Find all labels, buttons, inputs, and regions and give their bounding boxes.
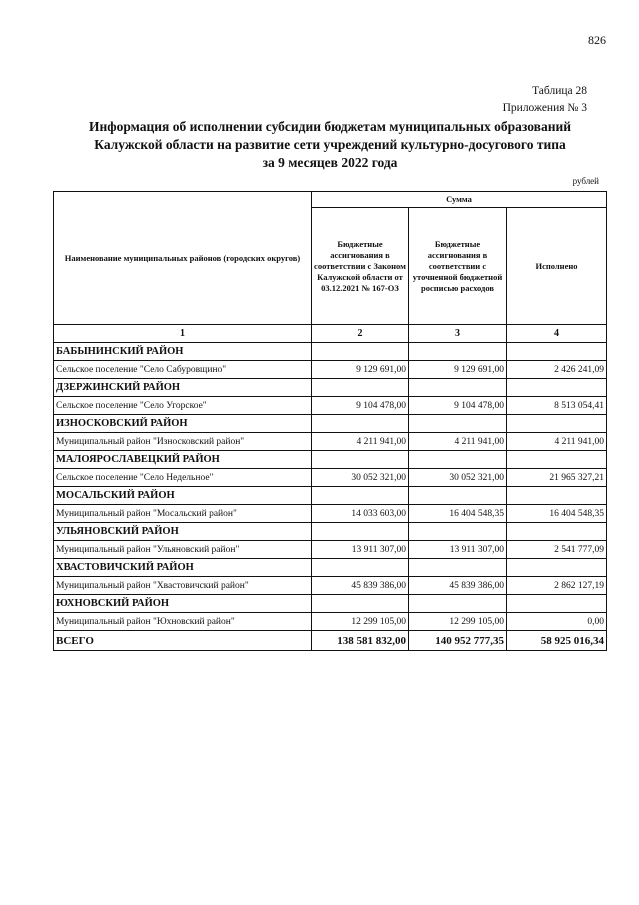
municipality-row [54, 469, 607, 487]
law-allocations-value: 30 052 321,00 [312, 469, 409, 487]
municipality-name: Сельское поселение "Село Недельное" [54, 469, 312, 487]
refined-allocations-value: 9 104 478,00 [409, 397, 507, 415]
column-number: 2 [312, 325, 409, 343]
region-name: УЛЬЯНОВСКИЙ РАЙОН [54, 523, 312, 541]
empty-cell [312, 595, 409, 613]
executed-value: 2 862 127,19 [507, 577, 607, 595]
empty-cell [409, 451, 507, 469]
region-row [54, 451, 607, 469]
refined-allocations-value: 16 404 548,35 [409, 505, 507, 523]
column-header-name: Наименование муниципальных районов (городских округов) [54, 192, 312, 325]
refined-allocations-value: 12 299 105,00 [409, 613, 507, 631]
empty-cell [312, 343, 409, 361]
region-row [54, 595, 607, 613]
column-header-refined-allocations: Бюджетные ассигнования в соответствии с уточненной бюджетной росписью расходов [409, 208, 507, 325]
region-name: МОСАЛЬСКИЙ РАЙОН [54, 487, 312, 505]
table-body [54, 343, 607, 631]
refined-allocations-value: 9 129 691,00 [409, 361, 507, 379]
law-allocations-value: 12 299 105,00 [312, 613, 409, 631]
executed-value: 16 404 548,35 [507, 505, 607, 523]
region-name: ДЗЕРЖИНСКИЙ РАЙОН [54, 379, 312, 397]
region-row [54, 523, 607, 541]
title-line-3: за 9 месяцев 2022 года [262, 155, 398, 170]
executed-value: 8 513 054,41 [507, 397, 607, 415]
empty-cell [409, 343, 507, 361]
total-law-allocations: 138 581 832,00 [312, 631, 409, 651]
empty-cell [409, 595, 507, 613]
law-allocations-value: 9 104 478,00 [312, 397, 409, 415]
column-header-executed: Исполнено [507, 208, 607, 325]
empty-cell [312, 415, 409, 433]
region-row [54, 379, 607, 397]
empty-cell [409, 487, 507, 505]
region-row [54, 415, 607, 433]
municipality-name: Сельское поселение "Село Сабуровщино" [54, 361, 312, 379]
table-reference [503, 83, 587, 117]
units-label: рублей [572, 176, 599, 186]
empty-cell [312, 523, 409, 541]
municipality-name: Муниципальный район "Хвастовичский район" [54, 577, 312, 595]
empty-cell [507, 451, 607, 469]
page-number: 826 [588, 33, 606, 47]
refined-allocations-value: 30 052 321,00 [409, 469, 507, 487]
table-label: Таблица 28 [532, 85, 587, 97]
empty-cell [409, 559, 507, 577]
refined-allocations-value: 4 211 941,00 [409, 433, 507, 451]
municipality-row [54, 361, 607, 379]
law-allocations-value: 45 839 386,00 [312, 577, 409, 595]
empty-cell [507, 343, 607, 361]
column-group-sum: Сумма [312, 192, 607, 208]
column-number-row [54, 325, 607, 343]
executed-value: 4 211 941,00 [507, 433, 607, 451]
column-number: 3 [409, 325, 507, 343]
column-header-law-allocations: Бюджетные ассигнования в соответствии с Законом Калужской области от 03.12.2021 № 167-ОЗ [312, 208, 409, 325]
region-name: ХВАСТОВИЧСКИЙ РАЙОН [54, 559, 312, 577]
appendix-label: Приложения № 3 [502, 102, 587, 114]
refined-allocations-value: 45 839 386,00 [409, 577, 507, 595]
municipality-name: Муниципальный район "Мосальский район" [54, 505, 312, 523]
region-name: ИЗНОСКОВСКИЙ РАЙОН [54, 415, 312, 433]
total-label: ВСЕГО [54, 631, 312, 651]
region-name: МАЛОЯРОСЛАВЕЦКИЙ РАЙОН [54, 451, 312, 469]
empty-cell [507, 595, 607, 613]
municipality-name: Муниципальный район "Юхновский район" [54, 613, 312, 631]
executed-value: 2 541 777,09 [507, 541, 607, 559]
empty-cell [507, 487, 607, 505]
empty-cell [409, 523, 507, 541]
title-line-1: Информация об исполнении субсидии бюджетам муниципальных образований [88, 119, 572, 134]
region-name: БАБЫНИНСКИЙ РАЙОН [54, 343, 312, 361]
empty-cell [312, 559, 409, 577]
empty-cell [507, 379, 607, 397]
empty-cell [312, 451, 409, 469]
law-allocations-value: 14 033 603,00 [312, 505, 409, 523]
column-number: 1 [54, 325, 312, 343]
municipality-row [54, 613, 607, 631]
region-name: ЮХНОВСКИЙ РАЙОН [54, 595, 312, 613]
title-line-2: Калужской области на развитие сети учреждений культурно-досугового типа [94, 137, 566, 152]
law-allocations-value: 9 129 691,00 [312, 361, 409, 379]
column-number: 4 [507, 325, 607, 343]
empty-cell [312, 379, 409, 397]
municipality-name: Муниципальный район "Ульяновский район" [54, 541, 312, 559]
document-title [70, 118, 590, 172]
refined-allocations-value: 13 911 307,00 [409, 541, 507, 559]
total-row [54, 631, 607, 651]
municipality-name: Муниципальный район "Износковский район" [54, 433, 312, 451]
empty-cell [409, 379, 507, 397]
municipality-row [54, 505, 607, 523]
empty-cell [507, 523, 607, 541]
law-allocations-value: 13 911 307,00 [312, 541, 409, 559]
municipality-row [54, 397, 607, 415]
executed-value: 21 965 327,21 [507, 469, 607, 487]
municipality-name: Сельское поселение "Село Угорское" [54, 397, 312, 415]
law-allocations-value: 4 211 941,00 [312, 433, 409, 451]
region-row [54, 559, 607, 577]
total-executed: 58 925 016,34 [507, 631, 607, 651]
municipality-row [54, 577, 607, 595]
empty-cell [507, 559, 607, 577]
subsidy-table [53, 191, 607, 651]
empty-cell [312, 487, 409, 505]
total-refined-allocations: 140 952 777,35 [409, 631, 507, 651]
region-row [54, 487, 607, 505]
empty-cell [409, 415, 507, 433]
empty-cell [507, 415, 607, 433]
municipality-row [54, 541, 607, 559]
executed-value: 0,00 [507, 613, 607, 631]
executed-value: 2 426 241,09 [507, 361, 607, 379]
region-row [54, 343, 607, 361]
municipality-row [54, 433, 607, 451]
